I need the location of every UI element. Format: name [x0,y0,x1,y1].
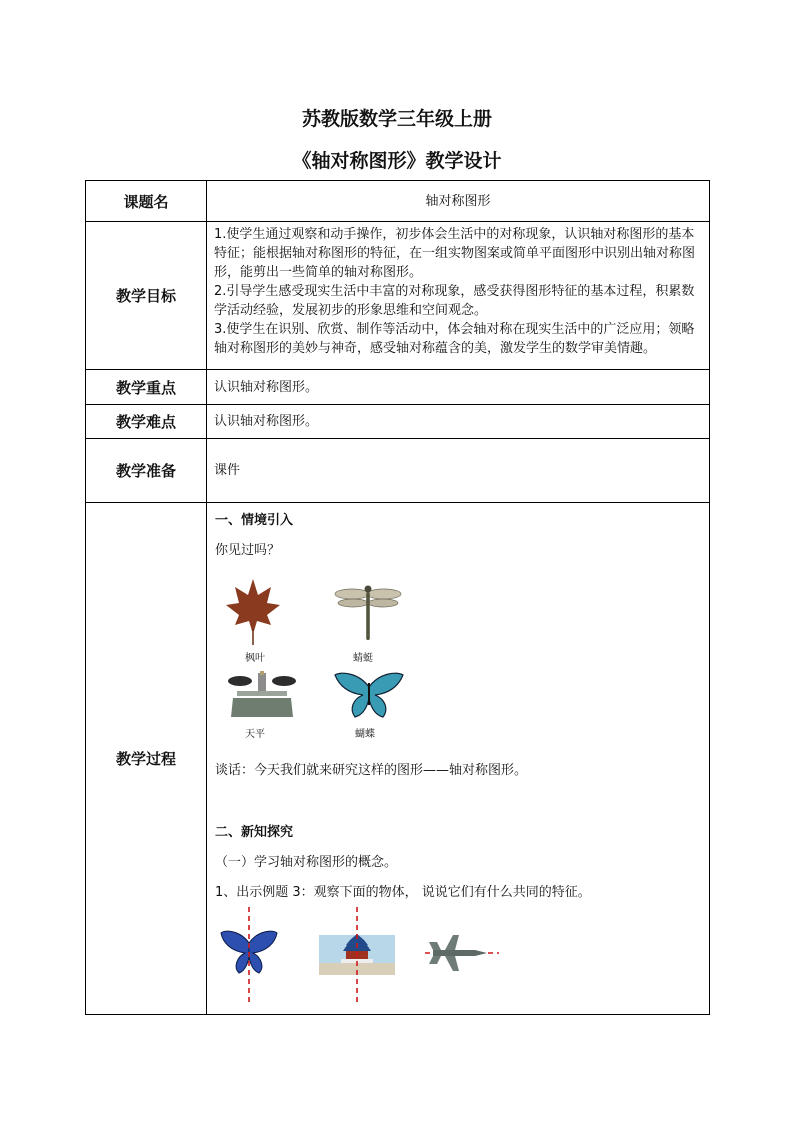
balance-scale-image [227,671,297,719]
document-title: 苏教版数学三年级上册 [301,108,492,130]
row-process [86,503,710,1015]
label-preparation: 教学准备 [86,439,207,503]
row-topic [86,181,710,222]
lesson-plan-table [85,180,710,1015]
goal-item-1: 1.使学生通过观察和动手操作，初步体会生活中的对称现象，认识轴对称图形的基本特征；能根据轴对称图形的特征，在一组实物图案或简单平面图形中识别出轴对称图形，能剪出一些简单的轴对称图形。 [214,227,696,280]
label-goals: 教学目标 [86,222,207,370]
row-preparation [86,439,710,503]
question-text: 你见过吗？ [215,543,281,558]
value-key-point: 认识轴对称图形。 [207,370,710,405]
section2-title: 二、新知探究 [215,825,294,840]
caption-balance: 天平 [245,729,265,740]
goal-item-2: 2.引导学生感受现实生活中丰富的对称现象，感受获得图形特征的基本过程，积累数学活动经验，发展初步的形象思维和空间观念。 [214,284,695,318]
row-key-point [86,370,710,405]
talk-text: 谈话：今天我们就来研究这样的图形——轴对称图形。 [215,763,528,778]
sub-section-1: （一）学习轴对称图形的概念。 [215,855,398,870]
example-temple-image [319,907,395,1003]
caption-dragonfly: 蜻蜓 [353,653,373,664]
label-difficulty: 教学难点 [86,405,207,439]
caption-butterfly: 蝴蝶 [355,729,375,740]
value-preparation: 课件 [207,439,710,503]
value-topic: 轴对称图形 [207,181,710,222]
value-process [207,503,710,1015]
caption-maple-leaf: 枫叶 [245,653,265,664]
goal-item-3: 3.使学生在识别、欣赏、制作等活动中，体会轴对称在现实生活中的广泛应用；领略轴对称图形的美妙与神奇，感受轴对称蕴含的美，激发学生的数学审美情趣。 [214,322,695,356]
dragonfly-image [334,583,402,643]
label-process: 教学过程 [86,503,207,1015]
example-text: 1、出示例题 3：观察下面的物体， 说说它们有什么共同的特征。 [215,885,591,900]
butterfly-image [333,671,405,719]
value-goals [207,222,710,370]
value-difficulty: 认识轴对称图形。 [207,405,710,439]
example-jet-image [425,933,499,973]
row-goals [86,222,710,370]
label-key-point: 教学重点 [86,370,207,405]
section1-title: 一、情境引入 [215,513,294,528]
example-butterfly-image [219,907,279,1003]
maple-leaf-image [225,577,281,647]
row-difficulty [86,405,710,439]
document-subtitle: 《轴对称图形》教学设计 [292,150,502,172]
label-topic: 课题名 [86,181,207,222]
